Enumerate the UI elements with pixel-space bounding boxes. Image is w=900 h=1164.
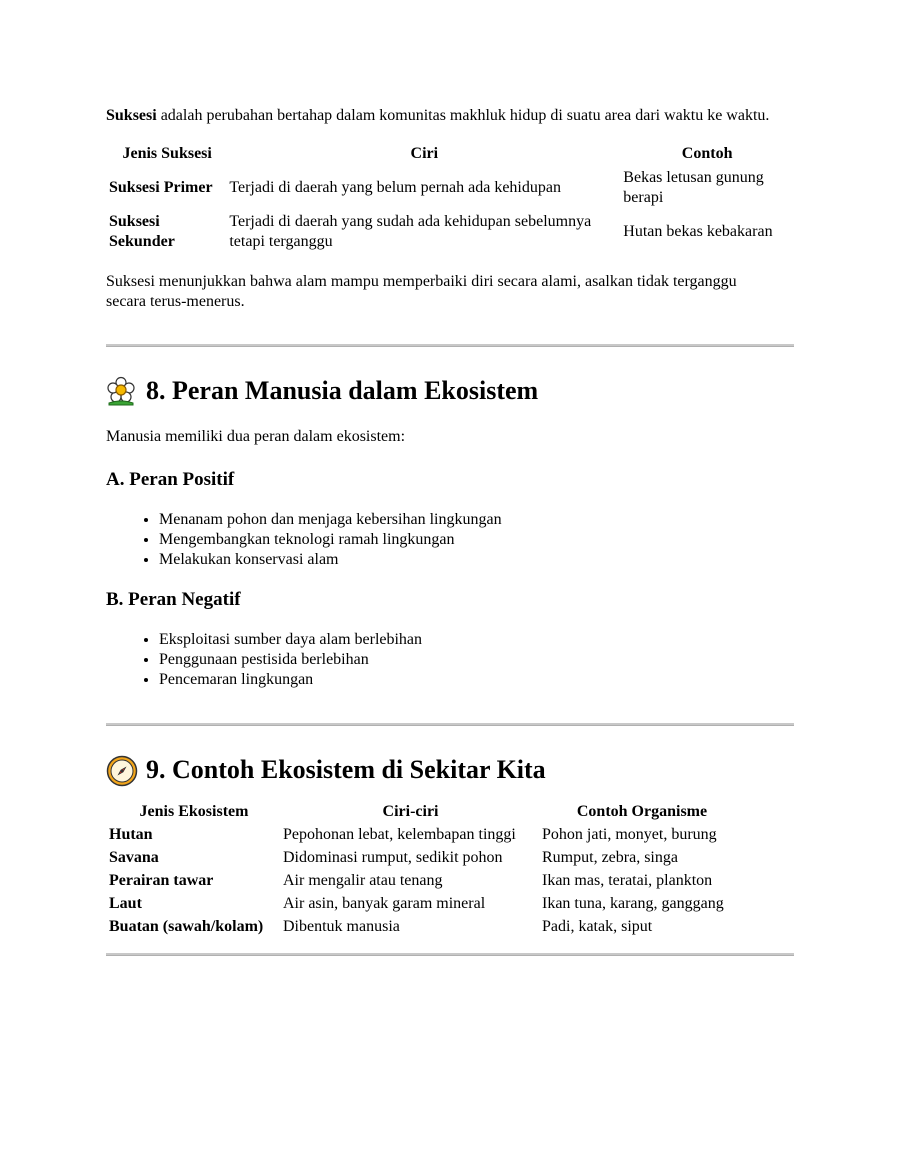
table-row	[108, 893, 743, 915]
negative-role-list	[106, 630, 794, 690]
table-cell: Laut	[109, 895, 142, 912]
table-cell: Terjadi di daerah yang belum pernah ada kehidupan	[229, 179, 561, 196]
table-cell: Suksesi Primer	[109, 179, 213, 196]
divider	[106, 953, 794, 956]
column-header: Jenis Suksesi	[122, 145, 212, 162]
section-intro: Manusia memiliki dua peran dalam ekosistem:	[106, 428, 406, 445]
table-cell: Terjadi di daerah yang sudah ada kehidupan sebelumnya tetapi terganggu	[229, 213, 592, 250]
column-header: Contoh	[681, 145, 733, 162]
column-header: Ciri-ciri	[382, 803, 439, 820]
positive-role-list	[106, 510, 794, 570]
document-page	[106, 106, 794, 956]
table-cell: Perairan tawar	[109, 872, 214, 889]
table-cell: Ikan tuna, karang, ganggang	[542, 895, 724, 912]
table-cell: Suksesi Sekunder	[109, 213, 175, 250]
column-header: Ciri	[410, 145, 439, 162]
table-cell: Pepohonan lebat, kelembapan tinggi	[283, 826, 516, 843]
column-header: Jenis Ekosistem	[139, 803, 249, 820]
subsection-heading: A. Peran Positif	[106, 469, 235, 490]
table-cell: Air mengalir atau tenang	[283, 872, 443, 889]
table-cell: Rumput, zebra, singa	[542, 849, 678, 866]
list-item: • Mengembangkan teknologi ramah lingkungan	[159, 530, 794, 550]
table-cell: Ikan mas, teratai, plankton	[542, 872, 713, 889]
table-cell: Pohon jati, monyet, burung	[542, 826, 717, 843]
table-cell: Dibentuk manusia	[283, 918, 400, 935]
list-item: • Penggunaan pestisida berlebihan	[159, 650, 794, 670]
divider	[106, 723, 794, 726]
list-item: • Pencemaran lingkungan	[159, 670, 794, 690]
section-heading	[106, 754, 794, 786]
section-title: 8. Peran Manusia dalam Ekosistem	[146, 376, 539, 405]
subsection-heading: B. Peran Negatif	[106, 589, 241, 610]
table-row	[108, 211, 792, 253]
table-cell: Bekas letusan gunung berapi	[623, 169, 764, 206]
table-row	[108, 167, 792, 209]
table-cell: Hutan	[109, 826, 153, 843]
succession-definition-text: adalah perubahan bertahap dalam komunitas makhluk hidup di suatu area dari waktu ke waktu.	[156, 107, 770, 124]
table-cell: Hutan bekas kebakaran	[623, 223, 773, 240]
table-row	[108, 824, 743, 846]
column-header: Contoh Organisme	[576, 803, 708, 820]
table-header-row	[108, 801, 743, 823]
section-heading	[106, 375, 794, 407]
table-cell: Savana	[109, 849, 159, 866]
succession-note: Suksesi menunjukkan bahwa alam mampu memperbaiki diri secara alami, asalkan tidak terganggu secara terus-menerus.	[106, 273, 737, 310]
table-cell: Padi, katak, siput	[542, 918, 653, 935]
table-cell: Didominasi rumput, sedikit pohon	[283, 849, 503, 866]
flower-icon	[106, 376, 136, 406]
table-row	[108, 847, 743, 869]
table-header-row	[108, 143, 792, 165]
compass-icon	[106, 755, 136, 785]
table-cell: Buatan (sawah/kolam)	[109, 918, 264, 935]
succession-table	[106, 141, 794, 255]
list-item: • Eksploitasi sumber daya alam berlebihan	[159, 630, 794, 650]
table-row	[108, 916, 743, 938]
succession-term: Suksesi	[106, 107, 157, 124]
succession-definition	[106, 106, 794, 126]
divider	[106, 344, 794, 347]
section-title: 9. Contoh Ekosistem di Sekitar Kita	[146, 755, 546, 784]
ecosystem-table	[106, 800, 745, 939]
table-cell: Air asin, banyak garam mineral	[283, 895, 486, 912]
list-item: • Melakukan konservasi alam	[159, 550, 794, 570]
list-item: • Menanam pohon dan menjaga kebersihan lingkungan	[159, 510, 794, 530]
table-row	[108, 870, 743, 892]
